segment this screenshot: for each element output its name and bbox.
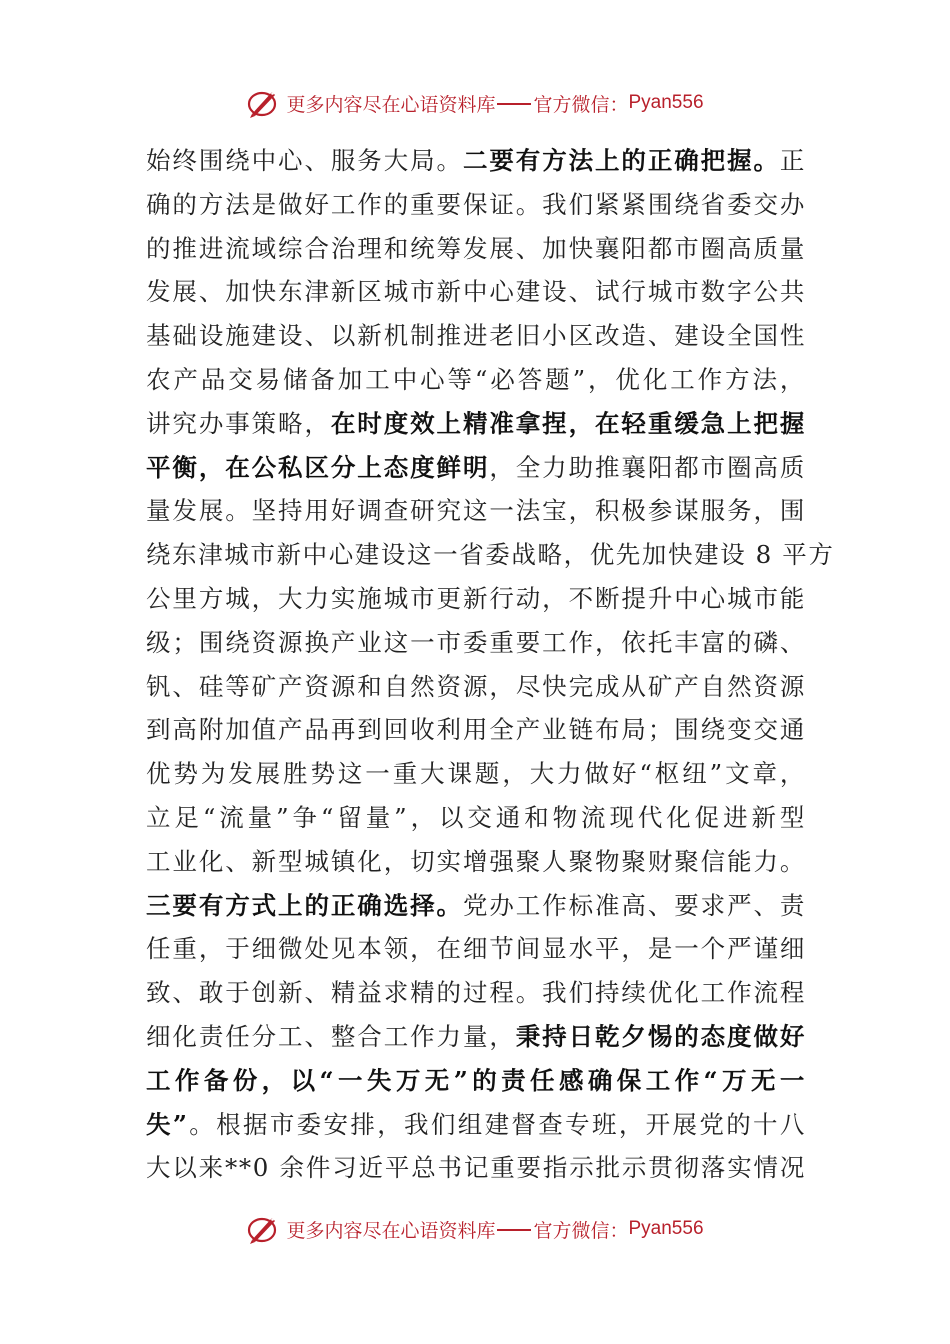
body-text: 的推进流域综合治理和统筹发展、加快襄阳都市圈高质量 xyxy=(146,233,806,263)
text-line xyxy=(146,358,806,402)
text-line xyxy=(146,533,835,577)
body-text: 发展、加快东津新区城市新中心建设、试行城市数字公共 xyxy=(146,277,806,307)
bold-text: 工作备份，以“一失万无”的责任感确保工作“万无一 xyxy=(146,1065,806,1095)
bold-text: 秉持日乾夕惕的态度做好 xyxy=(515,1021,806,1051)
watermark-main-text: 更多内容尽在心语资料库 xyxy=(286,93,496,116)
body-text: 钒、硅等矿产资源和自然资源，尽快完成从矿产自然资源 xyxy=(146,671,806,701)
body-text: 优势为发展胜势这一重大课题，大力做好“枢纽”文章， xyxy=(146,759,806,789)
body-text: 大以来**0 余件习近平总书记重要指示批示贯彻落实情况 xyxy=(146,1153,806,1183)
body-text: 绕东津城市新中心建设这一省委战略，优先加快建设 8 平方 xyxy=(146,540,835,570)
body-text: 始终围绕中心、服务大局。 xyxy=(146,146,463,175)
text-line xyxy=(146,227,806,271)
body-text: 。根据市委安排，我们组建督查专班，开展党的十八 xyxy=(188,1109,806,1139)
body-text: 细化责任分工、整合工作力量， xyxy=(146,1021,516,1051)
watermark-main-text: 更多内容尽在心语资料库 xyxy=(286,1219,496,1242)
text-line xyxy=(146,971,806,1015)
body-text: 到高附加值产品再到回收利用全产业链布局；围绕变交通 xyxy=(146,715,806,745)
watermark-dash xyxy=(497,103,531,105)
body-text: 立足“流量”争“留量”，以交通和物流现代化促进新型 xyxy=(146,802,806,832)
body-text: ，全力助推襄阳都市圈高质 xyxy=(489,452,806,482)
text-line xyxy=(146,1103,806,1147)
text-line xyxy=(146,270,806,314)
text-line xyxy=(146,139,806,183)
body-text: 致、敢于创新、精益求精的过程。我们持续优化工作流程 xyxy=(146,978,806,1008)
text-line xyxy=(146,489,806,533)
body-text: 量发展。坚持用好调查研究这一法宝，积极参谋服务，围 xyxy=(146,496,806,526)
body-text: 任重，于细微处见本领，在细节间显水平，是一个严谨细 xyxy=(146,934,806,964)
bold-text: 在时度效上精准拿捏，在轻重缓急上把握 xyxy=(330,408,806,438)
body-text: 公里方城，大力实施城市更新行动，不断提升中心城市能 xyxy=(146,583,806,613)
bold-text: 三要有方式上的正确选择。 xyxy=(146,890,463,920)
watermark-tail-text: 官方微信： xyxy=(533,93,629,116)
body-text: 党办工作标准高、要求严、责 xyxy=(462,890,806,920)
body-text: 讲究办事策略， xyxy=(146,408,331,438)
footer-watermark xyxy=(0,1209,950,1249)
text-line xyxy=(146,927,806,971)
text-line xyxy=(146,1059,806,1103)
text-line xyxy=(146,314,806,358)
text-line xyxy=(146,1015,806,1059)
text-line xyxy=(146,884,806,928)
watermark-wechat-id: Pyan556 xyxy=(628,1218,704,1239)
text-line xyxy=(146,577,806,621)
text-line xyxy=(146,621,806,665)
bold-text: 失” xyxy=(146,1109,189,1139)
watermark-wechat-id: Pyan556 xyxy=(628,92,704,113)
text-line xyxy=(146,752,806,796)
body-text: 基础设施建设、以新机制推进老旧小区改造、建设全国性 xyxy=(146,321,806,351)
body-text: 农产品交易储备加工中心等“必答题”，优化工作方法， xyxy=(146,364,806,394)
text-line xyxy=(146,183,806,227)
header-watermark xyxy=(0,83,950,123)
watermark-tail-text: 官方微信： xyxy=(533,1219,629,1242)
text-line xyxy=(146,446,806,490)
text-line xyxy=(146,796,806,840)
pen-logo-icon xyxy=(246,86,280,120)
body-text: 确的方法是做好工作的重要保证。我们紧紧围绕省委交办 xyxy=(146,189,806,219)
bold-text: 平衡，在公私区分上态度鲜明 xyxy=(146,452,490,482)
pen-logo-icon xyxy=(246,1212,280,1246)
text-line xyxy=(146,708,806,752)
body-text: 级；围绕资源换产业这一市委重要工作，依托丰富的磷、 xyxy=(146,627,806,657)
text-line xyxy=(146,402,806,446)
text-line xyxy=(146,840,806,884)
watermark-dash xyxy=(497,1229,531,1231)
body-text: 工业化、新型城镇化，切实增强聚人聚物聚财聚信能力。 xyxy=(146,846,806,876)
text-line xyxy=(146,1146,806,1190)
body-text: 正 xyxy=(779,146,807,175)
text-line xyxy=(146,665,806,709)
document-body xyxy=(146,139,835,1190)
bold-text: 二要有方法上的正确把握。 xyxy=(462,146,780,175)
